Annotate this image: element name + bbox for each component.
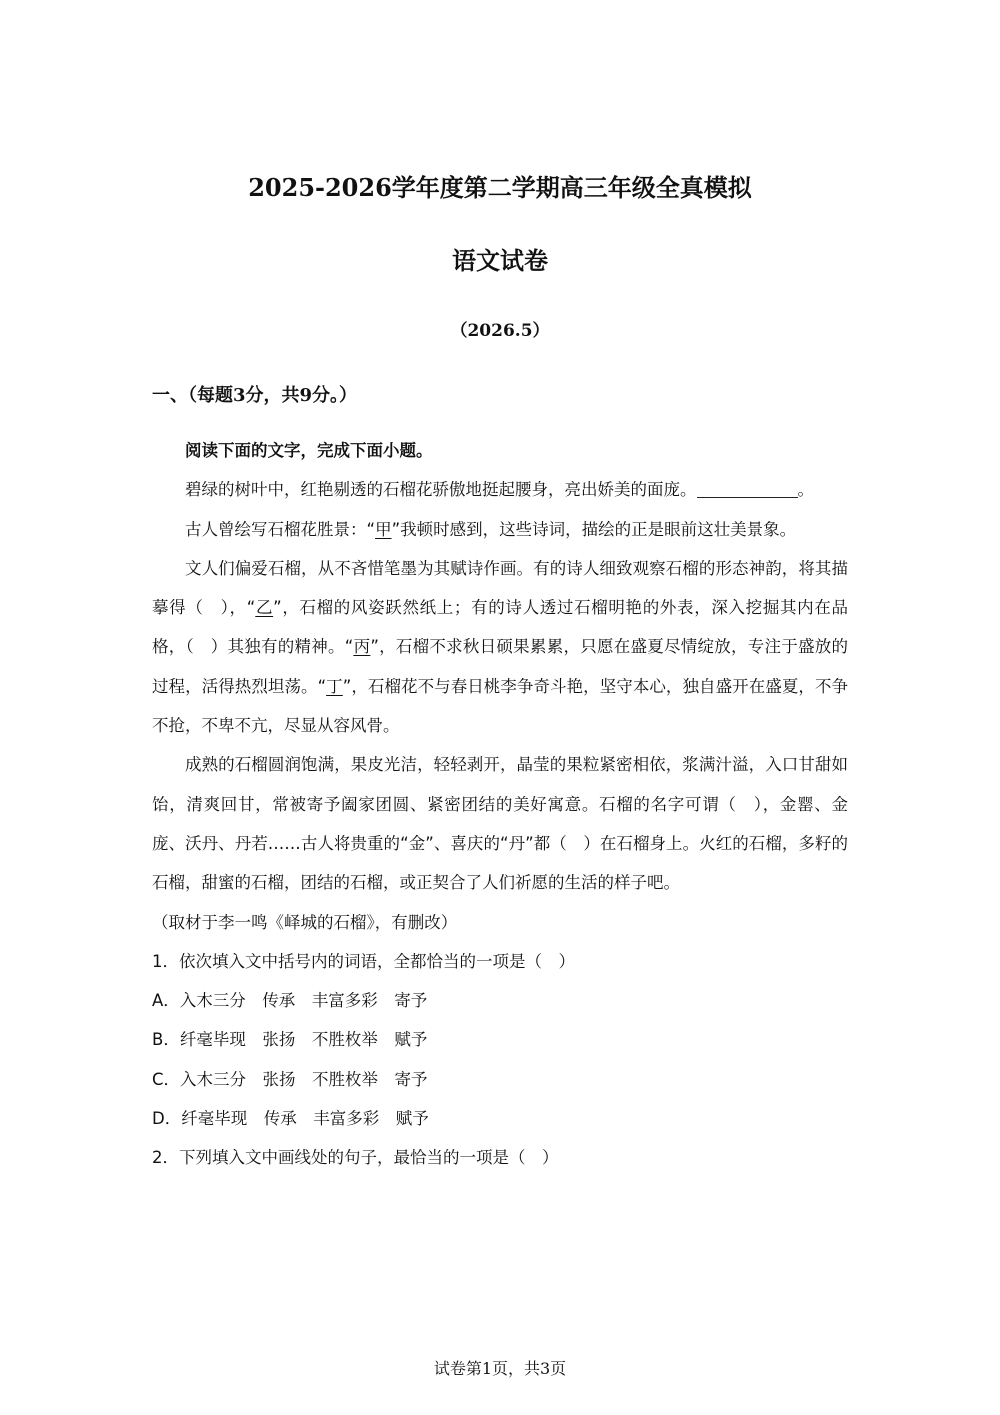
question-1-option-b[interactable]: B．纤毫毕现 张扬 不胜枚举 赋予 <box>152 1030 428 1050</box>
answer-blank-continued <box>762 481 798 499</box>
section-heading: 一、（每题3分，共9分。） <box>152 385 358 406</box>
exam-date: （2026.5） <box>450 321 550 341</box>
paragraph-text: ”，石榴花不与春日桃李争奇斗艳，坚守本心，独自盛开在盛夏，不争不抢，不卑不亢，尽显从容风骨。 <box>152 676 848 736</box>
paragraph-text: 文人们偏爱石榴，从不吝惜笔墨为其赋诗作画。有的诗人细致观察石榴的形态神韵，将其描摹得（ ），“ <box>152 558 848 618</box>
page-footer: 试卷第1页，共3页 <box>433 1359 567 1378</box>
underline-mark-jia: 甲 <box>375 519 392 539</box>
underline-mark-bing: 丙 <box>353 637 371 657</box>
passage-paragraph-2 <box>152 510 848 549</box>
passage-paragraph-3 <box>152 549 848 745</box>
paragraph-text: ”，石榴不求秋日硕果累累，只愿在盛夏尽情绽放，专注于盛放的过程，活得热烈坦荡。“ <box>152 637 848 696</box>
question-1-option-d[interactable]: D．纤毫毕现 传承 丰富多彩 赋予 <box>152 1109 429 1129</box>
underline-mark-yi: 乙 <box>255 598 274 618</box>
passage-instruction: 阅读下面的文字，完成下面小题。 <box>185 441 433 460</box>
paragraph-text: 碧绿的树叶中，红艳剔透的石榴花骄傲地挺起腰身，亮出娇美的面庞。 <box>185 480 697 500</box>
passage-source: （取材于李一鸣《峄城的石榴》，有删改） <box>152 912 458 932</box>
paragraph-end: 。 <box>797 480 814 500</box>
question-2-stem: 2．下列填入文中画线处的句子，最恰当的一项是（ ） <box>152 1148 559 1168</box>
paragraph-text: ”我顿时感到，这些诗词，描绘的正是眼前这壮美景象。 <box>391 519 797 539</box>
passage-paragraph-4: 成熟的石榴圆润饱满，果皮光洁，轻轻剥开，晶莹的果粒紧密相依，浆满汁溢，入口甘甜如饴，清爽回甘，常被寄予阖家团圆、紧密团结的美好寓意。石榴的名字可谓（ ），金罂、金庞、沃丹、丹若……古人将贵重的“金”、喜庆的“丹”都（ ）在石榴身上。火红的石榴，多籽的石榴，甜蜜的石榴，团结的石榴，或正契合了人们祈愿的生活的样子吧。 <box>152 755 848 893</box>
question-1-stem: 1．依次填入文中括号内的词语，全都恰当的一项是（ ） <box>152 951 575 971</box>
paragraph-text: 古人曾绘写石榴花胜景：“ <box>185 519 376 539</box>
paragraph-text: ”，石榴的风姿跃然纸上；有的诗人透过石榴明艳的外表，深入挖掘其内在品格，（ ）其独有的精神。“ <box>152 598 848 657</box>
passage-body <box>152 431 848 1178</box>
passage-paragraph-1 <box>152 470 848 509</box>
question-1-option-c[interactable]: C．入木三分 张扬 不胜枚举 寄予 <box>152 1069 428 1089</box>
question-1-option-a[interactable]: A．入木三分 传承 丰富多彩 寄予 <box>152 991 428 1011</box>
exam-title: 2025-2026学年度第二学期高三年级全真模拟 <box>248 173 752 202</box>
underline-mark-ding: 丁 <box>326 676 343 696</box>
exam-subject: 语文试卷 <box>452 246 548 275</box>
